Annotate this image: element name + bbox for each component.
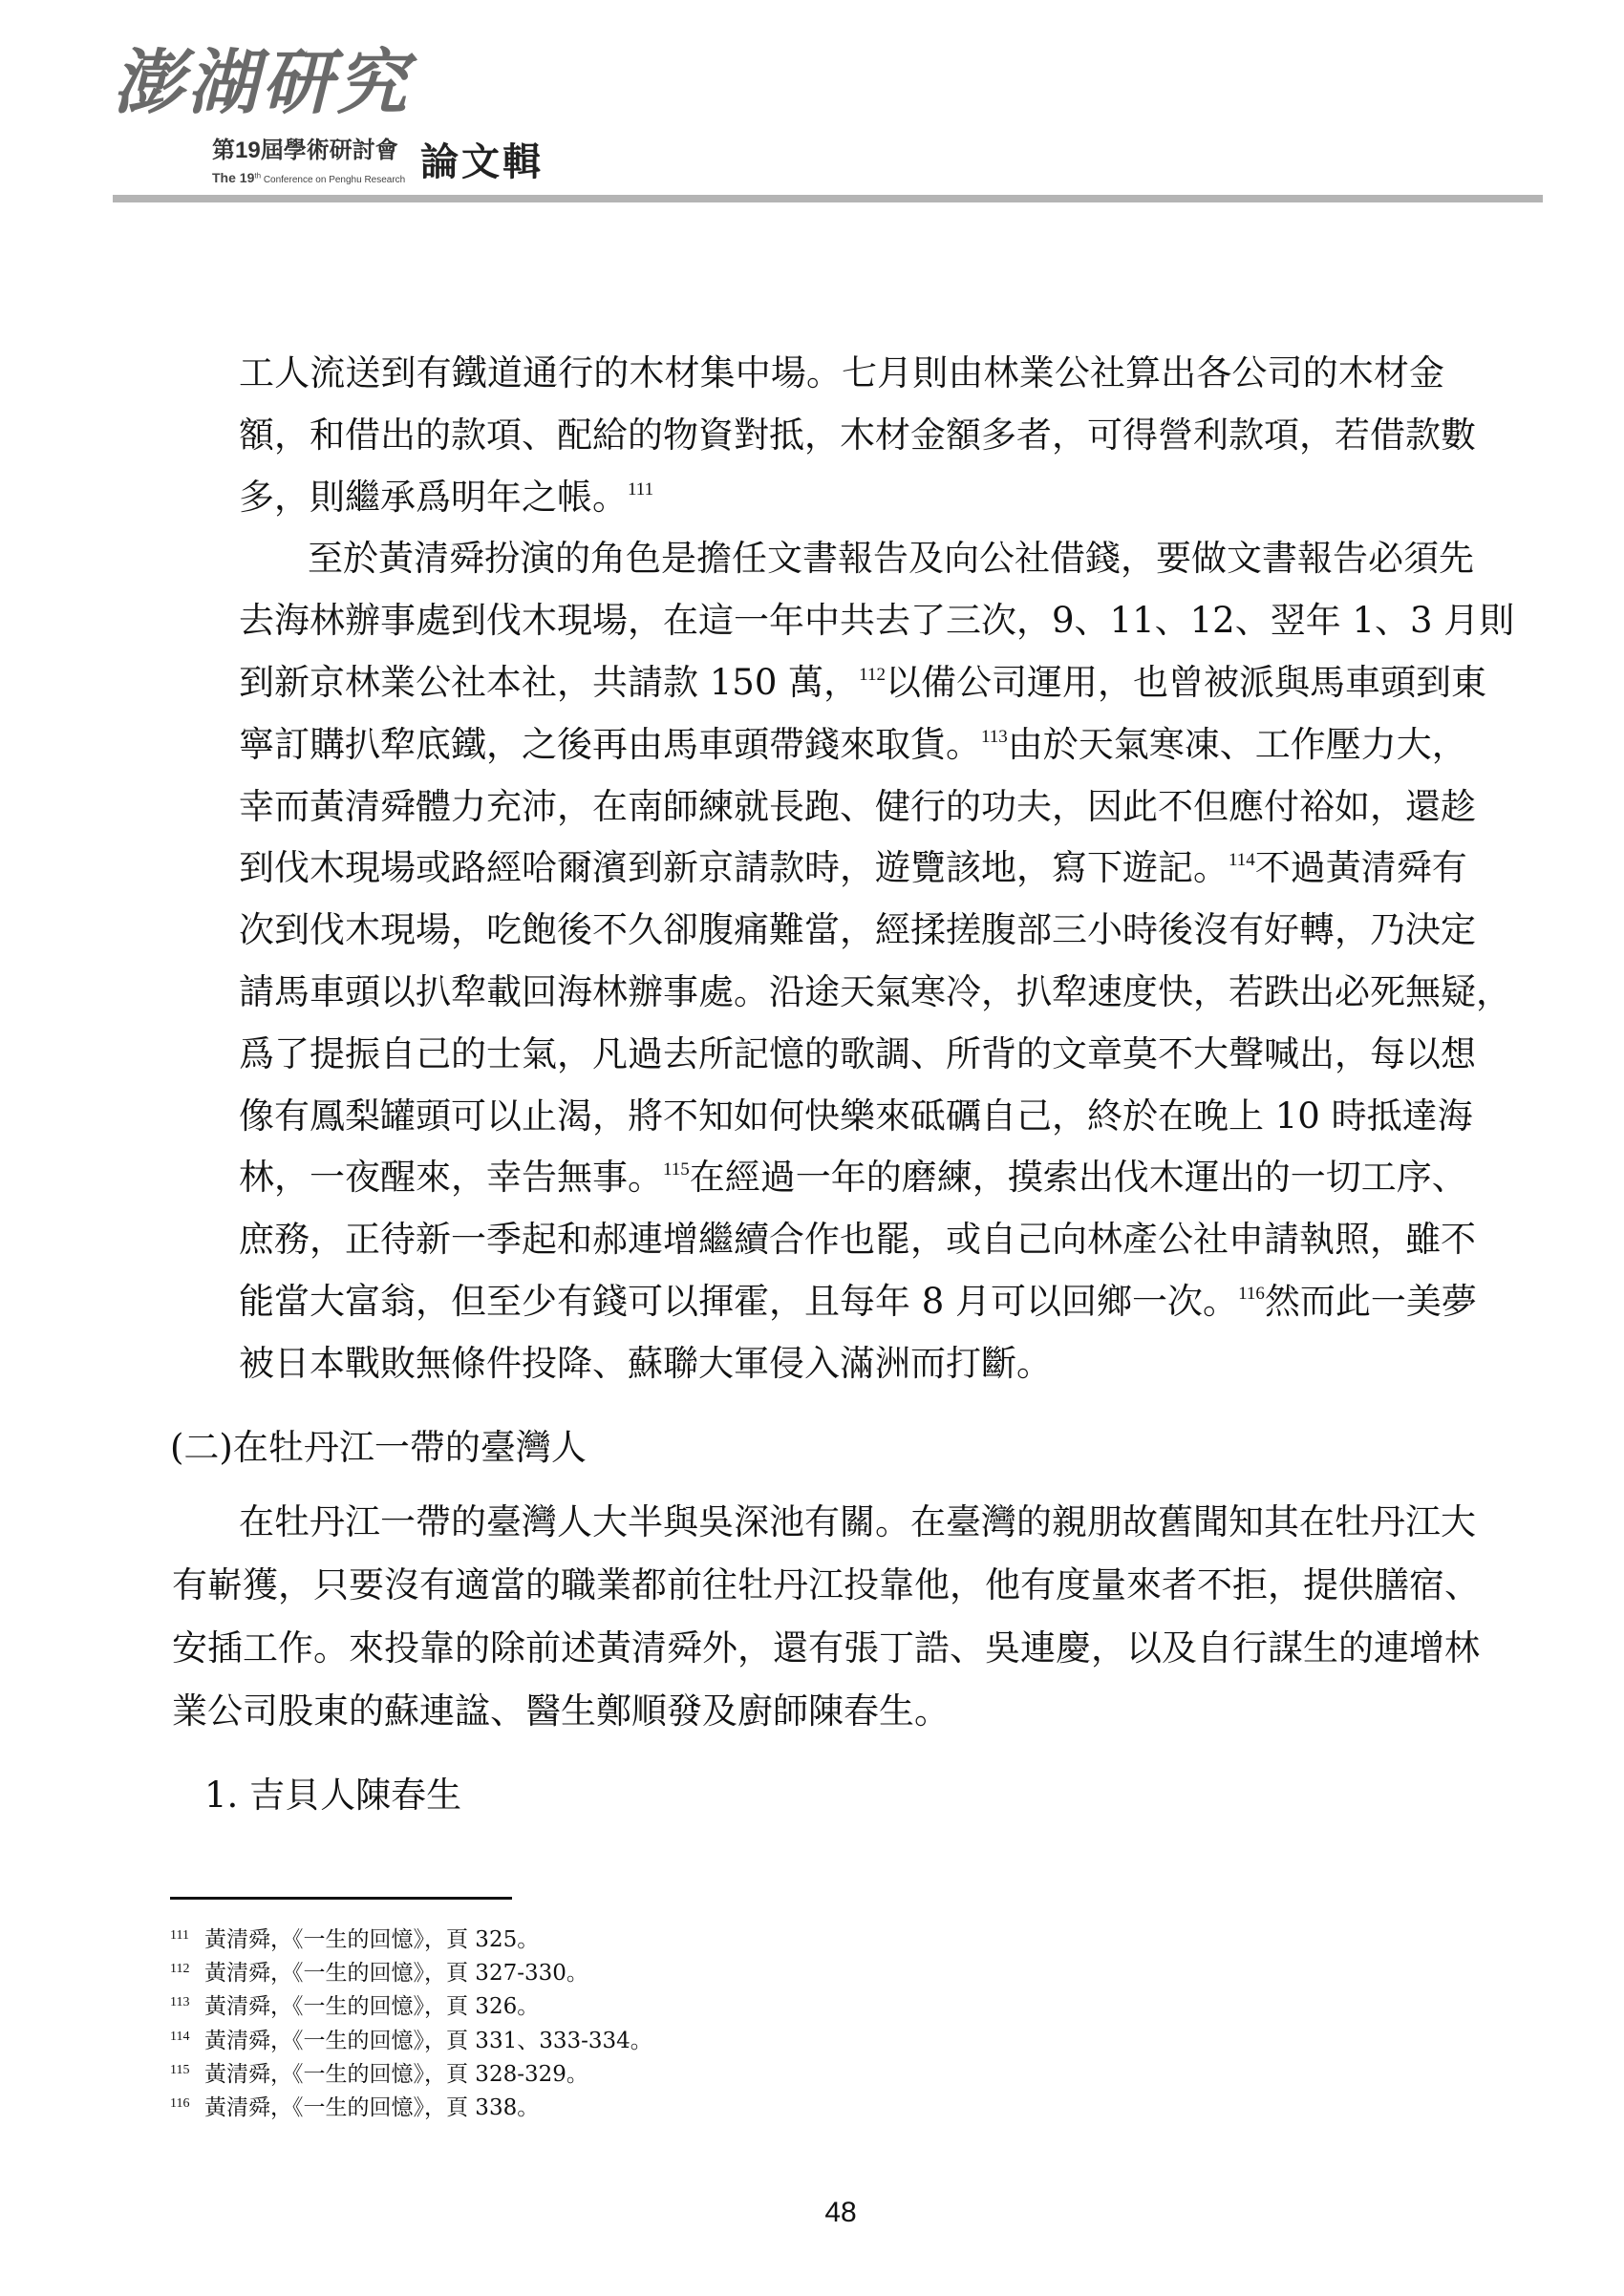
text-line bbox=[239, 1154, 1467, 1201]
footnote bbox=[170, 2090, 539, 2122]
text-segment: 寧訂購扒犂底鐵，之後再由馬車頭帶錢來取貨。 bbox=[239, 723, 981, 765]
footnote-text: 黃清舜，《一生的回憶》，頁 326。 bbox=[204, 1994, 540, 2020]
text-line bbox=[239, 412, 1476, 459]
footnote-text: 黃清舜，《一生的回憶》，頁 327-330。 bbox=[204, 1961, 588, 1987]
footnote-number: 111 bbox=[170, 1928, 189, 1943]
text-segment: 爲了提振自己的士氣，凡過去所記憶的歌調、所背的文章莫不大聲喊出，每以想 bbox=[239, 1032, 1476, 1074]
footnote-number: 116 bbox=[170, 2096, 190, 2111]
text-segment: 到伐木現場或路經哈爾濱到新京請款時，遊覽該地，寫下遊記。 bbox=[239, 847, 1229, 889]
footnote-divider bbox=[170, 1897, 512, 1900]
conference-title-en bbox=[212, 170, 405, 188]
footnote-text: 黃清舜，《一生的回憶》，頁 331、333-334。 bbox=[204, 2028, 652, 2053]
footnote-number: 114 bbox=[170, 2029, 190, 2044]
footnote-ref[interactable]: 114 bbox=[1229, 850, 1255, 871]
text-line bbox=[239, 1216, 1476, 1264]
page-number: 48 bbox=[824, 2197, 857, 2228]
text-segment: 庶務，正待新一季起和郝連增繼續合作也罷，或自己向林產公社申請執照，雖不 bbox=[239, 1219, 1476, 1261]
footnote bbox=[170, 1955, 588, 1988]
journal-logo: 澎湖研究 bbox=[113, 42, 411, 124]
footnote-number: 112 bbox=[170, 1962, 190, 1977]
section-heading: (二)在牡丹江一帶的臺灣人 bbox=[170, 1427, 587, 1468]
text-line bbox=[239, 844, 1467, 892]
text-line bbox=[239, 659, 1486, 707]
footnote bbox=[170, 2056, 588, 2089]
footnote-ref[interactable]: 116 bbox=[1238, 1284, 1265, 1304]
text-segment: 幸而黃清舜體力充沛，在南師練就長跑、健行的功夫，因此不但應付裕如，還趁 bbox=[239, 785, 1476, 827]
text-line bbox=[239, 1278, 1477, 1326]
text-segment: 在經過一年的磨練，摸索出伐木運出的一切工序、 bbox=[689, 1157, 1467, 1199]
text-segment: 次到伐木現場，吃飽後不久卻腹痛難當，經揉搓腹部三小時後沒有好轉，乃決定 bbox=[239, 909, 1476, 951]
text-segment: 至於黃清舜扮演的角色是擔任文書報告及向公社借錢，要做文書報告必須先 bbox=[308, 538, 1474, 580]
footnote-ref[interactable]: 113 bbox=[981, 726, 1008, 747]
footnote-ref[interactable]: 111 bbox=[628, 478, 654, 500]
subsection-heading: 1. 吉貝人陳春生 bbox=[204, 1775, 462, 1816]
text-segment: 以備公司運用，也曾被派與馬車頭到東 bbox=[885, 662, 1486, 703]
text-line bbox=[239, 721, 1467, 769]
footnote-ref[interactable]: 115 bbox=[663, 1159, 690, 1180]
text-segment: 在牡丹江一帶的臺灣人大半與吳深池有關。在臺灣的親朋故舊聞知其在牡丹江大 bbox=[239, 1501, 1476, 1542]
text-segment: 額，和借出的款項、配給的物資對抵，木材金額多者，可得營利款項，若借款數 bbox=[239, 414, 1476, 456]
footnote-number: 113 bbox=[170, 1995, 190, 2010]
text-line bbox=[239, 350, 1444, 397]
text-line bbox=[239, 968, 1511, 1016]
text-line bbox=[239, 1093, 1473, 1140]
anthology-title: 論文輯 bbox=[420, 141, 544, 183]
text-line bbox=[239, 597, 1515, 645]
conference-en-prefix: The 19 bbox=[212, 170, 255, 185]
text-line bbox=[172, 1625, 1480, 1672]
header-divider bbox=[113, 195, 1543, 202]
text-line bbox=[172, 1562, 1480, 1609]
footnote-ref[interactable]: 112 bbox=[859, 665, 886, 685]
conference-en-rest: Conference on Penghu Research bbox=[263, 175, 406, 185]
text-line bbox=[172, 1688, 1444, 1735]
text-line bbox=[308, 535, 1474, 583]
text-segment: 安插工作。來投靠的除前述黃清舜外，還有張丁誥、吳連慶，以及自行謀生的連增林 bbox=[172, 1627, 1480, 1669]
text-line bbox=[239, 1340, 1444, 1388]
footnote bbox=[170, 2023, 652, 2055]
text-segment: 不過黃清舜有 bbox=[1254, 847, 1467, 889]
text-line bbox=[239, 1499, 1476, 1546]
text-segment: 像有鳳梨罐頭可以止渴，將不知如何快樂來砥礪自己，終於在晚上 10 時抵達海 bbox=[239, 1095, 1473, 1137]
conference-en-sup: th bbox=[254, 171, 262, 181]
text-line bbox=[239, 1031, 1476, 1078]
footnote-text: 黃清舜，《一生的回憶》，頁 338。 bbox=[204, 2095, 540, 2120]
footnote bbox=[170, 1988, 539, 2021]
footnote-number: 115 bbox=[170, 2062, 190, 2077]
footnote bbox=[170, 1922, 539, 1954]
text-segment: 由於天氣寒凍、工作壓力大， bbox=[1007, 723, 1467, 765]
text-segment: 有嶄獲，只要沒有適當的職業都前往牡丹江投靠他，他有度量來者不拒，提供膳宿、 bbox=[172, 1564, 1480, 1605]
footnote-text: 黃清舜，《一生的回憶》，頁 325。 bbox=[204, 1927, 540, 1952]
footnote-text: 黃清舜，《一生的回憶》，頁 328-329。 bbox=[204, 2061, 588, 2087]
text-segment: 多，則繼承爲明年之帳。 bbox=[239, 476, 628, 518]
text-segment: 林，一夜醒來，幸告無事。 bbox=[239, 1157, 663, 1199]
text-segment: 然而此一美夢 bbox=[1264, 1281, 1477, 1322]
text-segment: 被日本戰敗無條件投降、蘇聯大軍侵入滿洲而打斷。 bbox=[239, 1342, 1052, 1384]
conference-title-zh: 第19屆學術研討會 bbox=[212, 138, 398, 163]
text-line bbox=[239, 474, 1444, 521]
text-segment: 業公司股東的蘇連諡、醫生鄭順發及廚師陳春生。 bbox=[172, 1690, 950, 1732]
text-segment: 到新京林業公社本社，共請款 150 萬， bbox=[239, 662, 860, 703]
text-segment: 請馬車頭以扒犂載回海林辦事處。沿途天氣寒冷，扒犂速度快，若跌出必死無疑， bbox=[239, 971, 1511, 1012]
text-segment: 工人流送到有鐵道通行的木材集中場。七月則由林業公社算出各公司的木材金 bbox=[239, 352, 1444, 393]
text-line bbox=[239, 906, 1476, 954]
text-segment: 能當大富翁，但至少有錢可以揮霍，且每年 8 月可以回鄉一次。 bbox=[239, 1281, 1239, 1322]
text-segment: 去海林辦事處到伐木現場，在這一年中共去了三次，9、11、12、翌年 1、3 月則 bbox=[239, 600, 1515, 642]
text-line bbox=[239, 783, 1476, 831]
